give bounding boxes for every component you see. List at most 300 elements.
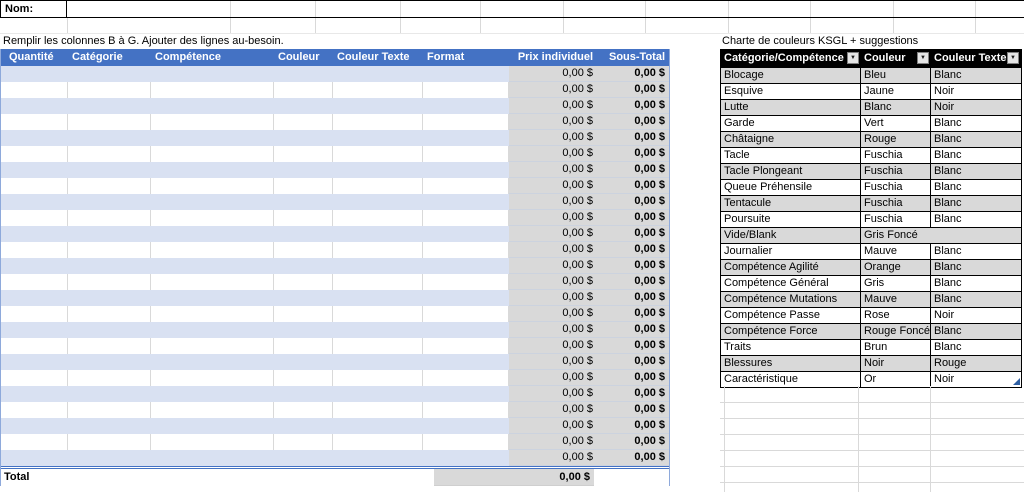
subtotal-cell[interactable]: 0,00 $ [601,322,669,338]
total-value-cell[interactable]: 0,00 $ [526,469,594,486]
chart-category-cell[interactable]: Garde [721,116,861,131]
empty-input-cell[interactable] [274,258,333,274]
empty-input-cell[interactable] [333,178,423,194]
empty-input-cell[interactable] [1,402,68,418]
empty-input-cell[interactable] [151,66,274,82]
empty-input-cell[interactable] [333,194,423,210]
empty-input-cell[interactable] [151,290,274,306]
empty-input-cell[interactable] [274,322,333,338]
empty-input-cell[interactable] [68,114,151,130]
unit-price-cell[interactable]: 0,00 $ [509,210,601,226]
name-input-cell[interactable] [68,1,1024,17]
total-label-cell[interactable] [1,469,434,486]
empty-input-cell[interactable] [423,146,509,162]
empty-input-cell[interactable] [151,434,274,450]
empty-input-cell[interactable] [333,242,423,258]
empty-input-cell[interactable] [151,402,274,418]
order-header-couleur-texte[interactable]: Couleur Texte [337,51,410,63]
chart-textcolor-cell[interactable]: Blanc [934,325,962,337]
empty-input-cell[interactable] [1,162,68,178]
chart-category-cell[interactable]: Lutte [721,100,861,115]
chart-textcolor-cell[interactable]: Blanc [934,117,962,129]
empty-input-cell[interactable] [1,290,68,306]
chart-category-cell[interactable]: Tacle [721,148,861,163]
unit-price-cell[interactable]: 0,00 $ [509,226,601,242]
chart-textcolor-cell[interactable]: Noir [934,101,955,113]
empty-input-cell[interactable] [1,322,68,338]
chart-color-cell[interactable]: Bleu [861,68,931,83]
unit-price-cell[interactable]: 0,00 $ [509,418,601,434]
subtotal-cell[interactable]: 0,00 $ [601,82,669,98]
chart-textcolor-cell[interactable]: Blanc [934,213,962,225]
empty-input-cell[interactable] [1,258,68,274]
empty-input-cell[interactable] [68,274,151,290]
chart-category-cell[interactable]: Compétence Général [721,276,861,291]
empty-input-cell[interactable] [274,130,333,146]
unit-price-cell[interactable]: 0,00 $ [509,322,601,338]
empty-input-cell[interactable] [1,146,68,162]
unit-price-cell[interactable]: 0,00 $ [509,354,601,370]
unit-price-cell[interactable]: 0,00 $ [509,370,601,386]
empty-input-cell[interactable] [1,370,68,386]
order-row [1,66,669,82]
chart-textcolor-cell[interactable]: Noir [934,373,955,385]
subtotal-cell[interactable]: 0,00 $ [601,354,669,370]
chart-color-cell[interactable]: Fuschia [861,148,931,163]
order-row [1,418,669,434]
empty-input-cell[interactable] [68,354,151,370]
unit-price-cell[interactable]: 0,00 $ [509,274,601,290]
order-table-body [1,66,669,466]
unit-price-cell[interactable]: 0,00 $ [509,82,601,98]
empty-input-cell[interactable] [274,306,333,322]
empty-input-cell[interactable] [423,130,509,146]
empty-input-cell[interactable] [333,226,423,242]
empty-input-cell[interactable] [274,434,333,450]
chart-category-cell[interactable]: Châtaigne [721,132,861,147]
chart-header-cat-gorie-comp-tence[interactable] [721,50,861,67]
chart-category-cell[interactable]: Queue Préhensile [721,180,861,195]
empty-input-cell[interactable] [333,450,423,466]
order-header-quantit[interactable]: Quantité [9,51,54,63]
empty-input-cell[interactable] [274,114,333,130]
chart-textcolor-cell[interactable]: Blanc [934,277,962,289]
empty-input-cell[interactable] [151,82,274,98]
empty-input-cell[interactable] [1,82,68,98]
chart-category-cell[interactable]: Vide/Blank [721,228,861,243]
empty-input-cell[interactable] [1,114,68,130]
empty-input-cell[interactable] [1,178,68,194]
subtotal-cell[interactable]: 0,00 $ [601,114,669,130]
subtotal-cell[interactable]: 0,00 $ [601,66,669,82]
empty-input-cell[interactable] [333,402,423,418]
empty-input-cell[interactable] [1,66,68,82]
empty-input-cell[interactable] [274,146,333,162]
empty-input-cell[interactable] [68,386,151,402]
empty-input-cell[interactable] [151,226,274,242]
empty-input-cell[interactable] [333,322,423,338]
empty-input-cell[interactable] [68,98,151,114]
empty-input-cell[interactable] [423,82,509,98]
chart-category-cell[interactable]: Caractéristique [721,372,861,387]
empty-input-cell[interactable] [68,306,151,322]
chart-category-cell[interactable]: Compétence Passe [721,308,861,323]
empty-input-cell[interactable] [1,210,68,226]
empty-input-cell[interactable] [423,178,509,194]
empty-input-cell[interactable] [423,402,509,418]
order-header-cat-gorie[interactable]: Catégorie [72,51,123,63]
empty-input-cell[interactable] [274,386,333,402]
empty-input-cell[interactable] [1,274,68,290]
empty-input-cell[interactable] [333,98,423,114]
empty-input-cell[interactable] [423,98,509,114]
chart-color-cell[interactable]: Rose [861,308,931,323]
chart-color-cell[interactable]: Fuschia [861,164,931,179]
empty-input-cell[interactable] [423,418,509,434]
chart-textcolor-cell[interactable]: Blanc [934,133,962,145]
unit-price-cell[interactable]: 0,00 $ [509,66,601,82]
empty-input-cell[interactable] [1,354,68,370]
empty-input-cell[interactable] [423,322,509,338]
empty-input-cell[interactable] [68,322,151,338]
empty-input-cell[interactable] [1,242,68,258]
empty-input-cell[interactable] [151,242,274,258]
empty-input-cell[interactable] [1,306,68,322]
chart-color-cell[interactable]: Fuschia [861,180,931,195]
empty-input-cell[interactable] [333,114,423,130]
chart-color-cell[interactable]: Vert [861,116,931,131]
chart-color-cell[interactable]: Mauve [861,292,931,307]
empty-input-cell[interactable] [68,290,151,306]
empty-input-cell[interactable] [1,98,68,114]
chart-category-cell[interactable]: Tentacule [721,196,861,211]
gridline [315,18,316,33]
empty-row[interactable] [0,18,1024,34]
table-resize-handle-icon[interactable] [1013,378,1020,385]
order-header-sous-total[interactable]: Sous-Total [608,51,665,63]
filter-dropdown-icon[interactable]: ▼ [847,52,859,64]
empty-input-cell[interactable] [333,370,423,386]
gridline [975,1,976,17]
unit-price-cell[interactable]: 0,00 $ [509,162,601,178]
subtotal-cell[interactable]: 0,00 $ [601,194,669,210]
unit-price-cell[interactable]: 0,00 $ [509,98,601,114]
empty-input-cell[interactable] [151,370,274,386]
empty-input-cell[interactable] [151,258,274,274]
unit-price-cell[interactable]: 0,00 $ [509,258,601,274]
unit-price-cell[interactable]: 0,00 $ [509,402,601,418]
empty-input-cell[interactable] [1,450,68,466]
chart-color-cell[interactable]: Fuschia [861,196,931,211]
subtotal-cell[interactable]: 0,00 $ [601,130,669,146]
chart-textcolor-cell[interactable]: Rouge [934,357,967,369]
subtotal-cell[interactable]: 0,00 $ [601,274,669,290]
empty-input-cell[interactable] [274,210,333,226]
empty-input-cell[interactable] [68,242,151,258]
empty-input-cell[interactable] [423,162,509,178]
empty-input-cell[interactable] [274,178,333,194]
chart-color-cell[interactable]: Rouge [861,132,931,147]
empty-input-cell[interactable] [333,386,423,402]
subtotal-cell[interactable]: 0,00 $ [601,306,669,322]
chart-color-cell[interactable]: Fuschia [861,212,931,227]
chart-category-cell[interactable]: Blocage [721,68,861,83]
empty-input-cell[interactable] [333,306,423,322]
empty-input-cell[interactable] [274,354,333,370]
chart-category-cell[interactable]: Compétence Mutations [721,292,861,307]
empty-input-cell[interactable] [68,370,151,386]
filter-dropdown-icon[interactable]: ▼ [1007,52,1019,64]
order-row [1,290,669,306]
empty-input-cell[interactable] [68,130,151,146]
empty-input-cell[interactable] [274,338,333,354]
empty-input-cell[interactable] [423,434,509,450]
empty-input-cell[interactable] [423,386,509,402]
empty-input-cell[interactable] [333,146,423,162]
empty-input-cell[interactable] [68,178,151,194]
empty-input-cell[interactable] [333,82,423,98]
unit-price-cell[interactable]: 0,00 $ [509,338,601,354]
chart-textcolor-cell[interactable]: Blanc [934,341,962,353]
order-row [1,226,669,242]
order-row [1,162,669,178]
empty-input-cell[interactable] [423,194,509,210]
empty-input-cell[interactable] [1,130,68,146]
chart-color-cell[interactable]: Jaune [861,84,931,99]
empty-input-cell[interactable] [423,114,509,130]
gridline [720,466,1024,467]
chart-category-cell[interactable]: Poursuite [721,212,861,227]
chart-textcolor-cell[interactable]: Blanc [934,197,962,209]
empty-input-cell[interactable] [151,450,274,466]
chart-category-cell[interactable]: Compétence Agilité [721,260,861,275]
chart-textcolor-cell[interactable]: Noir [934,309,955,321]
order-row [1,402,669,418]
unit-price-cell[interactable]: 0,00 $ [509,146,601,162]
empty-input-cell[interactable] [333,338,423,354]
chart-category-cell[interactable]: Tacle Plongeant [721,164,861,179]
empty-input-cell[interactable] [151,114,274,130]
subtotal-cell[interactable]: 0,00 $ [601,210,669,226]
unit-price-cell[interactable]: 0,00 $ [509,450,601,466]
empty-input-cell[interactable] [1,194,68,210]
chart-category-cell[interactable]: Compétence Force [721,324,861,339]
empty-input-cell[interactable] [274,450,333,466]
chart-color-cell[interactable]: Blanc [861,100,931,115]
gridline [480,1,481,17]
subtotal-cell[interactable]: 0,00 $ [601,242,669,258]
chart-header-label: Couleur [864,52,906,64]
empty-input-cell[interactable] [151,322,274,338]
empty-input-cell[interactable] [423,210,509,226]
empty-input-cell[interactable] [423,290,509,306]
chart-color-cell[interactable]: Or [861,372,931,387]
empty-input-cell[interactable] [333,418,423,434]
empty-input-cell[interactable] [423,338,509,354]
unit-price-cell[interactable]: 0,00 $ [509,194,601,210]
empty-input-cell[interactable] [1,386,68,402]
empty-input-cell[interactable] [151,338,274,354]
unit-price-cell[interactable]: 0,00 $ [509,242,601,258]
empty-input-cell[interactable] [274,274,333,290]
chart-color-cell[interactable]: Noir [861,356,931,371]
unit-price-cell[interactable]: 0,00 $ [509,290,601,306]
empty-input-cell[interactable] [423,354,509,370]
empty-input-cell[interactable] [274,82,333,98]
empty-input-cell[interactable] [68,402,151,418]
empty-input-cell[interactable] [151,210,274,226]
empty-input-cell[interactable] [333,290,423,306]
gridline [315,1,316,17]
empty-input-cell[interactable] [1,226,68,242]
empty-input-cell[interactable] [68,338,151,354]
subtotal-cell[interactable]: 0,00 $ [601,178,669,194]
empty-input-cell[interactable] [68,162,151,178]
empty-input-cell[interactable] [274,98,333,114]
subtotal-cell[interactable]: 0,00 $ [601,290,669,306]
empty-input-cell[interactable] [274,226,333,242]
empty-input-cell[interactable] [151,98,274,114]
subtotal-cell[interactable]: 0,00 $ [601,450,669,466]
subtotal-cell[interactable]: 0,00 $ [601,226,669,242]
empty-input-cell[interactable] [274,402,333,418]
empty-input-cell[interactable] [151,194,274,210]
empty-input-cell[interactable] [1,434,68,450]
empty-input-cell[interactable] [151,178,274,194]
empty-input-cell[interactable] [151,354,274,370]
empty-input-cell[interactable] [274,194,333,210]
chart-color-cell[interactable]: Gris [861,276,931,291]
chart-textcolor-cell[interactable]: Blanc [934,245,962,257]
empty-input-cell[interactable] [1,338,68,354]
gridline [400,1,401,17]
total-unit-price-cell[interactable] [434,469,526,486]
chart-textcolor-cell[interactable]: Blanc [934,69,962,81]
unit-price-cell[interactable]: 0,00 $ [509,130,601,146]
empty-input-cell[interactable] [274,242,333,258]
empty-input-cell[interactable] [423,258,509,274]
filter-dropdown-icon[interactable]: ▼ [917,52,929,64]
unit-price-cell[interactable]: 0,00 $ [509,306,601,322]
empty-input-cell[interactable] [68,434,151,450]
chart-header-couleur-texte[interactable] [931,50,1021,67]
empty-input-cell[interactable] [68,66,151,82]
chart-textcolor-cell[interactable]: Blanc [934,181,962,193]
empty-input-cell[interactable] [423,274,509,290]
chart-color-cell[interactable]: Orange [861,260,931,275]
subtotal-cell[interactable]: 0,00 $ [601,370,669,386]
subtotal-cell[interactable]: 0,00 $ [601,146,669,162]
order-header-comp-tence[interactable]: Compétence [155,51,222,63]
subtotal-cell[interactable]: 0,00 $ [601,98,669,114]
chart-color-cell[interactable]: Rouge Foncé [861,324,931,339]
chart-textcolor-cell[interactable]: Blanc [934,165,962,177]
chart-category-cell[interactable]: Journalier [721,244,861,259]
subtotal-cell[interactable]: 0,00 $ [601,162,669,178]
empty-input-cell[interactable] [151,386,274,402]
empty-input-cell[interactable] [151,162,274,178]
empty-input-cell[interactable] [423,450,509,466]
empty-input-cell[interactable] [423,306,509,322]
order-header-format[interactable]: Format [427,51,465,63]
chart-category-cell[interactable]: Blessures [721,356,861,371]
empty-input-cell[interactable] [423,370,509,386]
empty-input-cell[interactable] [68,450,151,466]
chart-color-cell[interactable]: Gris Foncé [864,229,918,241]
chart-color-cell[interactable]: Mauve [861,244,931,259]
empty-input-cell[interactable] [423,66,509,82]
empty-input-cell[interactable] [151,146,274,162]
empty-input-cell[interactable] [68,210,151,226]
empty-input-cell[interactable] [274,162,333,178]
empty-input-cell[interactable] [333,162,423,178]
empty-input-cell[interactable] [68,82,151,98]
chart-textcolor-cell[interactable]: Blanc [934,149,962,161]
empty-input-cell[interactable] [1,418,68,434]
empty-input-cell[interactable] [68,194,151,210]
order-header-prix-individuel[interactable]: Prix individuel [517,51,593,63]
subtotal-cell[interactable]: 0,00 $ [601,434,669,450]
subtotal-cell[interactable]: 0,00 $ [601,418,669,434]
unit-price-cell[interactable]: 0,00 $ [509,386,601,402]
empty-input-cell[interactable] [274,290,333,306]
empty-input-cell[interactable] [423,242,509,258]
chart-category-cell[interactable]: Traits [721,340,861,355]
chart-color-cell[interactable]: Brun [861,340,931,355]
empty-input-cell[interactable] [151,306,274,322]
gridline [563,1,564,17]
chart-textcolor-cell[interactable]: Blanc [934,293,962,305]
unit-price-cell[interactable]: 0,00 $ [509,178,601,194]
unit-price-cell[interactable]: 0,00 $ [509,114,601,130]
chart-category-cell[interactable]: Esquive [721,84,861,99]
name-label-cell[interactable] [0,1,67,17]
gridline [720,434,1024,435]
empty-input-cell[interactable] [68,226,151,242]
empty-input-cell[interactable] [333,274,423,290]
empty-input-cell[interactable] [68,146,151,162]
unit-price-cell[interactable]: 0,00 $ [509,434,601,450]
gridline [67,18,68,33]
empty-input-cell[interactable] [274,66,333,82]
chart-textcolor-cell[interactable]: Blanc [934,261,962,273]
order-row [1,194,669,210]
empty-input-cell[interactable] [333,66,423,82]
order-header-couleur[interactable]: Couleur [278,51,320,63]
empty-input-cell[interactable] [151,130,274,146]
empty-input-cell[interactable] [333,210,423,226]
empty-input-cell[interactable] [151,418,274,434]
empty-input-cell[interactable] [274,418,333,434]
empty-input-cell[interactable] [333,354,423,370]
chart-header-couleur[interactable] [861,50,931,67]
subtotal-cell[interactable]: 0,00 $ [601,338,669,354]
empty-input-cell[interactable] [333,130,423,146]
subtotal-cell[interactable]: 0,00 $ [601,402,669,418]
order-row [1,210,669,226]
subtotal-cell[interactable]: 0,00 $ [601,386,669,402]
empty-input-cell[interactable] [333,434,423,450]
chart-textcolor-cell[interactable]: Noir [934,85,955,97]
subtotal-cell[interactable]: 0,00 $ [601,258,669,274]
empty-input-cell[interactable] [151,274,274,290]
empty-input-cell[interactable] [333,258,423,274]
empty-input-cell[interactable] [68,258,151,274]
gridline [720,418,1024,419]
empty-input-cell[interactable] [68,418,151,434]
empty-input-cell[interactable] [423,226,509,242]
empty-input-cell[interactable] [274,370,333,386]
